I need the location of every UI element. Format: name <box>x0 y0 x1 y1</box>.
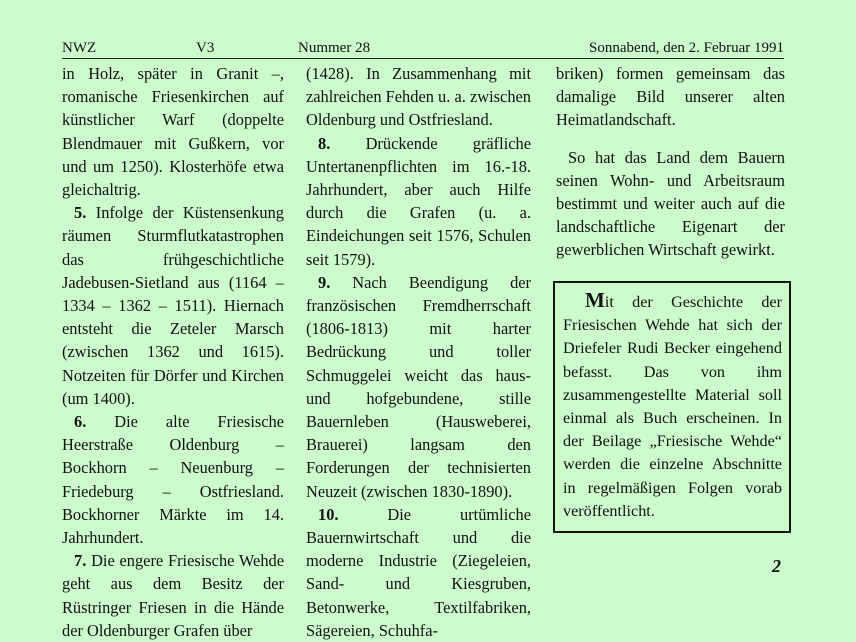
newspaper-name: NWZ <box>62 40 97 56</box>
paragraph-10 <box>306 503 531 642</box>
paragraph-number: 10. <box>318 504 339 524</box>
paragraph-number: 8. <box>318 133 331 153</box>
paragraph-summary: So hat das Land dem Bauern seinen Wohn- und Arbeitsraum bestimmt und weiter auch auf die landschaftliche Eigenart der gewerblichen Wirtschaft gewirkt. <box>556 147 785 260</box>
section-code: V3 <box>196 40 215 56</box>
paragraph-text: Drückende gräfliche Untertanenpflichten im 16.-18. Jahrhundert, aber auch Hilfe durch die Grafen (u. a. Eindeichungen seit 1576, Schulen seit 1579). <box>306 133 531 269</box>
issue-date: Sonnabend, den 2. Februar 1991 <box>589 40 784 56</box>
article-column-2 <box>306 62 531 642</box>
info-box-lead <box>563 288 605 312</box>
drop-cap: M <box>585 288 605 312</box>
paragraph-6 <box>62 410 284 549</box>
paragraph-7 <box>62 549 284 642</box>
info-box-text: it der Geschichte der Friesischen Wehde hat sich der Driefeler Rudi Becker eingehend befasst. Das von ihm zusammengestellte Material soll einmal als Buch erscheinen. In der Beilage „Friesische Wehde“ werden die einzelne Abschnitte in regelmäßigen Folgen vorab veröffentlicht. <box>563 293 782 520</box>
paragraph-text: Infolge der Küstensenkung räumen Sturmflutkatastrophen das frühgeschichtliche Jadebusen-Sietland aus (1164 – 1334 – 1362 – 1511). Hiernach entsteht die Zeteler Marsch (zwischen 1362 und 1615). Notzeiten für Dörfer und Kirchen (um 1400). <box>62 203 284 408</box>
article-column-3 <box>556 62 785 262</box>
paragraph-9 <box>306 271 531 503</box>
paragraph-number: 5. <box>74 203 87 223</box>
paragraph-intro: briken) formen gemeinsam das damalige Bild unserer alten Heimatlandschaft. <box>556 64 785 130</box>
info-box <box>553 281 791 533</box>
page-number: 2 <box>772 556 781 576</box>
paragraph-text: Die urtümliche Bauernwirtschaft und die moderne Industrie (Ziegeleien, Sand- und Kiesgruben, Betonwerke, Textilfabriken, Sägereien, Schuhfa- <box>306 504 531 640</box>
paragraph-intro: (1428). In Zusammenhang mit zahlreichen Fehden u. a. zwischen Oldenburg und Ostfriesland. <box>306 64 531 130</box>
paragraph-8 <box>306 132 531 271</box>
paragraph-number: 6. <box>74 412 87 432</box>
paragraph-5 <box>62 201 284 410</box>
paragraph-number: 7. <box>74 551 87 571</box>
paragraph-text: Die alte Friesische Heerstraße Oldenburg – Bockhorn – Neuenburg – Friedeburg – Ostfriesland. Bockhorner Märkte im 14. Jahrhundert. <box>62 412 284 548</box>
issue-number: Nummer 28 <box>298 40 371 56</box>
paragraph-text: Die engere Friesische Wehde geht aus dem Besitz der Rüstringer Friesen in die Hände der Oldenburger Grafen über <box>62 551 284 640</box>
paragraph-intro: in Holz, später in Granit –, romanische Friesenkirchen auf künstlicher Warf (doppelte Blendmauer mit Gußkern, vor und um 1250). Klosterhöfe etwa gleichaltrig. <box>62 64 284 200</box>
article-column-1 <box>62 62 284 642</box>
paragraph-text: Nach Beendigung der französischen Fremdherrschaft (1806-1813) mit harter Bedrückung und toller Schmuggelei weicht das haus- und hofgebundene, stille Bauernleben (Hausweberei, Brauerei) langsam den Forderungen der technisierten Neuzeit (zwischen 1830-1890). <box>306 272 531 501</box>
paragraph-number: 9. <box>318 272 331 292</box>
page-header <box>62 38 784 59</box>
